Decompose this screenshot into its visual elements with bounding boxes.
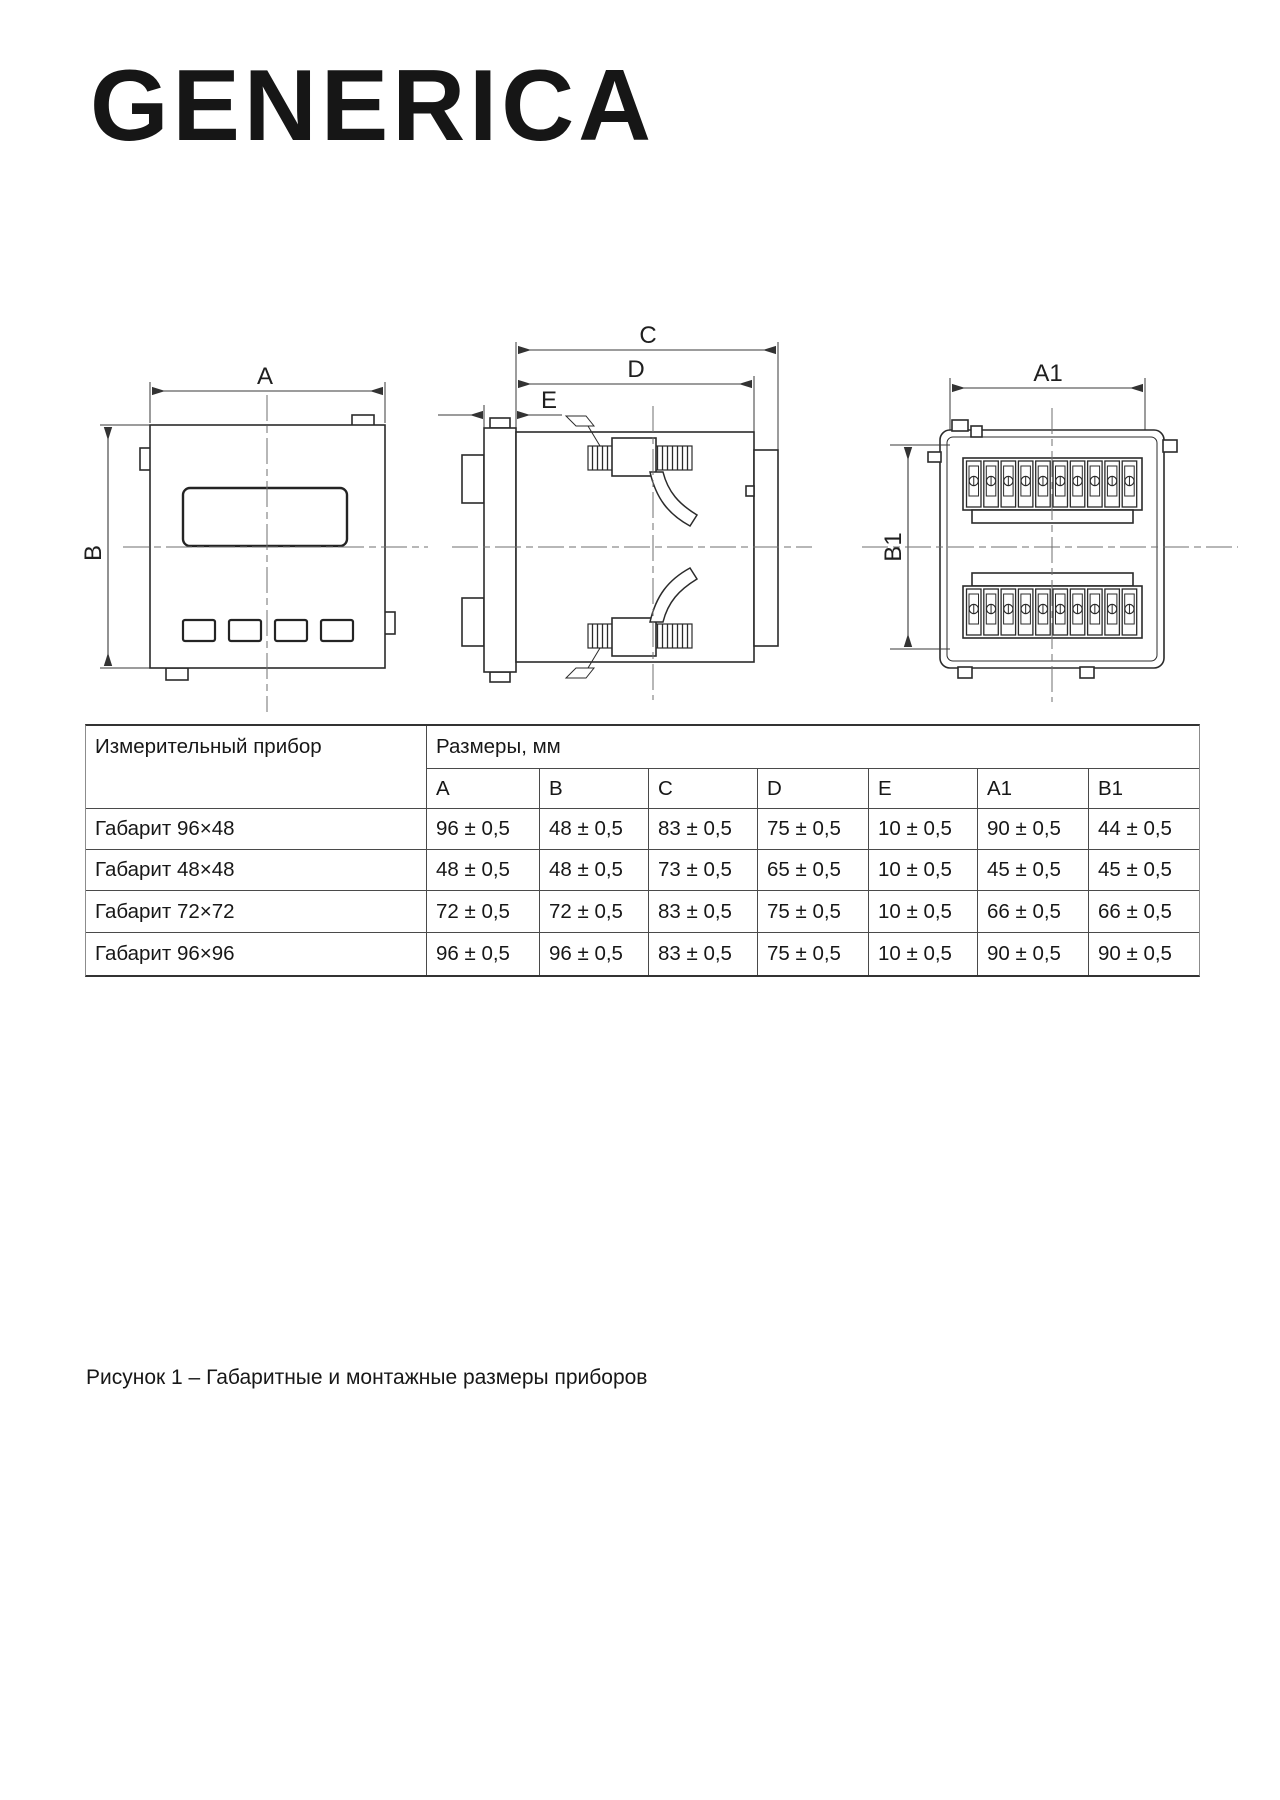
col-header-e: E [869,769,978,809]
col-header-b1: B1 [1089,769,1199,809]
table-cell: 48 ± 0,5 [540,809,649,850]
table-cell: 48 ± 0,5 [427,850,540,891]
table-cell: 90 ± 0,5 [1098,942,1172,965]
row-label: Габарит 96×48 [86,809,427,850]
row-label: Габарит 72×72 [86,891,427,933]
table-cell: 83 ± 0,5 [649,891,758,933]
dimensional-drawing [0,270,1280,730]
front-view [80,363,395,680]
row-label: Габарит 48×48 [86,850,427,891]
table-cell: 45 ± 0,5 [978,850,1089,891]
row-label: Габарит 96×96 [86,933,427,975]
back-view [880,360,1177,678]
table-cell: 66 ± 0,5 [1089,891,1199,933]
brand-logo: GENERICA [90,50,656,162]
table-cell: 72 ± 0,5 [427,891,540,933]
col-header-a1: A1 [978,769,1089,809]
table-cell: 45 ± 0,5 [1089,850,1199,891]
table-cell: 75 ± 0,5 [758,891,869,933]
table-cell: 96 ± 0,5 [427,809,540,850]
col-header-b: B [540,769,649,809]
table-cell: 73 ± 0,5 [649,850,758,891]
side-bezel [484,428,516,672]
table-cell: 90 ± 0,5 [978,809,1089,850]
table-cell: 96 ± 0,5 [427,933,540,975]
dim-label-a1: A1 [1033,360,1063,387]
table-header-device: Измерительный прибор [86,726,427,809]
table-cell: 44 ± 0,5 [1089,809,1199,850]
dimensions-table [85,724,1200,977]
table-cell: 48 ± 0,5 [540,850,649,891]
figure-caption: Рисунок 1 – Габаритные и монтажные размеры приборов [86,1366,648,1389]
col-header-a: A [427,769,540,809]
table-cell: 83 ± 0,5 [649,809,758,850]
table-cell: 10 ± 0,5 [869,809,978,850]
table-header-dimensions: Размеры, мм [427,726,1199,769]
table-cell: 66 ± 0,5 [978,891,1089,933]
col-header-c: C [649,769,758,809]
table-cell: 90 ± 0,5 [978,933,1089,975]
dim-label-d: D [627,356,645,383]
table-cell: 10 ± 0,5 [869,933,978,975]
dim-label-b: B [80,544,107,562]
dim-label-b1: B1 [880,532,907,562]
table-cell: 75 ± 0,5 [758,933,869,975]
table-cell: 96 ± 0,5 [540,933,649,975]
table-cell: 75 ± 0,5 [758,809,869,850]
side-view [438,322,778,682]
dim-label-e: E [540,387,558,414]
table-cell: 10 ± 0,5 [869,850,978,891]
table-cell: 72 ± 0,5 [540,891,649,933]
table-cell: 83 ± 0,5 [649,933,758,975]
col-header-d: D [758,769,869,809]
dim-label-c: C [639,322,657,349]
dim-label-a: A [256,363,274,390]
display-window [183,488,347,546]
table-cell: 10 ± 0,5 [869,891,978,933]
table-cell: 65 ± 0,5 [758,850,869,891]
